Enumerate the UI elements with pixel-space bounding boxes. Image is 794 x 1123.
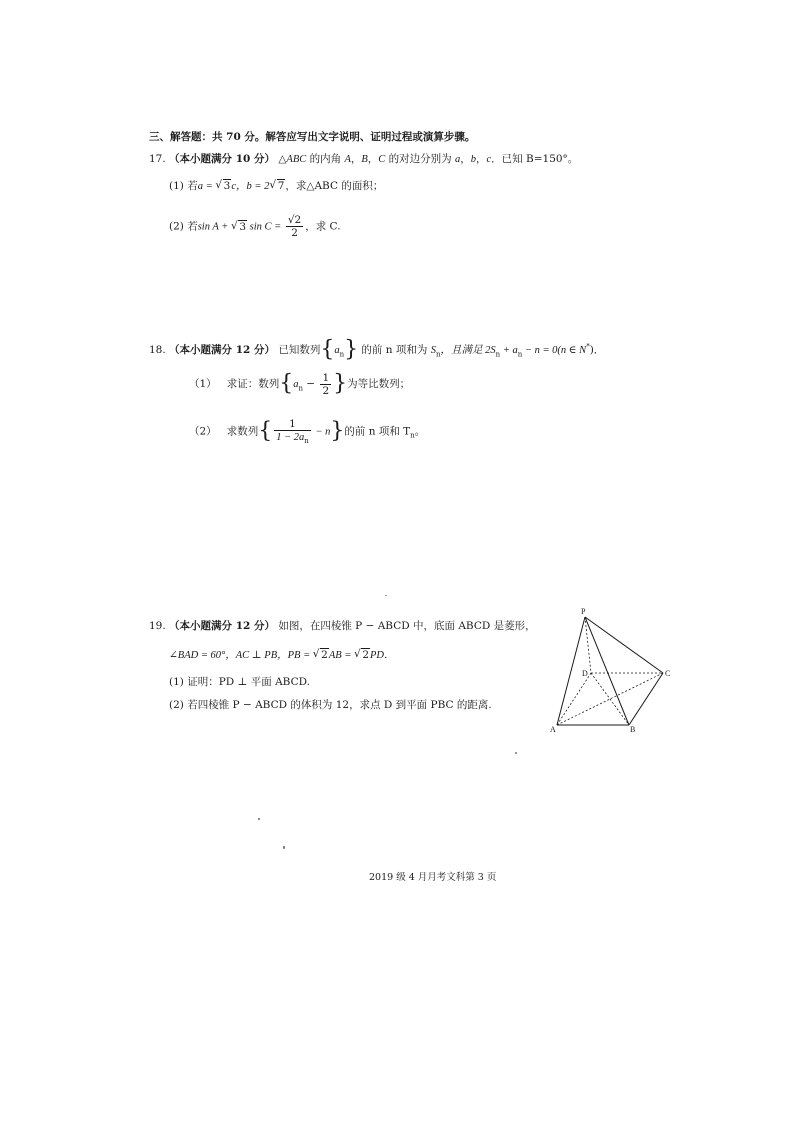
q19-stem-text: 如图，在四棱锥 P − ABCD 中，底面 ABCD 是菱形， [278, 620, 536, 632]
q18-score: （本小题满分 12 分） [169, 344, 275, 357]
q18-part2-post: 的前 n 项和 T [344, 425, 411, 438]
label-d: D [582, 669, 588, 678]
q17-side-b: b [470, 154, 476, 165]
q17-number: 17. [149, 153, 166, 165]
q19-stem2-a: ∠BAD = 60°，AC ⊥ PB，PB = [169, 650, 313, 661]
section-title: 三、解答题：共 70 分。解答应写出文字说明、证明过程或演算步骤。 [149, 131, 476, 143]
q17-part1-label: (1) [169, 180, 184, 192]
q17-score: （本小题满分 10 分） [169, 153, 275, 165]
q17-part1-pre: 若 [187, 180, 198, 192]
q19-stem1 [149, 620, 536, 633]
q19-part2-label: (2) [169, 699, 184, 711]
q18-seq: a [334, 345, 340, 357]
q17-stem-text: 的内角 [306, 153, 345, 165]
q17-side-a: a [454, 154, 461, 165]
q18-stem-end: )． [589, 344, 605, 357]
q18-part1-fraction: $\frac{1}{2}$ [322, 371, 330, 397]
label-p: P [581, 607, 586, 616]
q17-sqrt3: √ 3 [215, 180, 231, 193]
q17-stem-end: ．已知 B=150°。 [491, 153, 579, 165]
q19-part1 [169, 676, 310, 689]
q18-brace-close: } [344, 337, 359, 362]
q19-stem2-c: PD． [370, 650, 395, 661]
q19-part2-text: 若四棱锥 P − ABCD 的体积为 12，求点 D 到平面 PBC 的距离. [187, 699, 492, 711]
q17-part2-pre: 若 [187, 220, 198, 233]
label-b: B [630, 725, 636, 733]
q18-part1-post: 为等比数列； [347, 378, 411, 391]
q17-part2-sqrt3: √ 3 [231, 221, 247, 234]
q17-part1 [169, 180, 383, 194]
scan-speck [283, 846, 285, 849]
q18-part1: （1） 求证：数列{$a_n$ − $\frac{1}{2}$ }为等比数列； [189, 371, 411, 397]
q17-part1-c: c [231, 181, 237, 192]
scan-speck [515, 752, 517, 754]
q17-part2-post: ，求 C. [305, 220, 341, 233]
q17-part2 [169, 214, 341, 239]
q19-part1-label: (1) [169, 676, 184, 688]
q19-stem2-b: AB = [328, 650, 354, 661]
q17-triangle-symbol: △ [278, 153, 287, 165]
q17-fraction: $\frac{√2}{2}$ [287, 214, 302, 240]
q17-part1-cond-a: a = [197, 181, 216, 192]
edge-bc [629, 673, 663, 725]
label-c: C [665, 669, 671, 678]
q19-score: （本小题满分 12 分） [169, 620, 275, 632]
q18-brace-open: { [320, 337, 335, 362]
label-a: A [550, 725, 556, 733]
edge-pa [557, 617, 585, 725]
q18-stem: 18. （本小题满分 12 分） 已知数列$\{a_n\}$ 的前 n 项和为 $S_n$，且满足 $2S_n + a_n - n = 0(n$ ∈ N*)． [149, 337, 605, 362]
q18-sn: S [430, 345, 436, 357]
q17-part1-cond-b: ，b = 2 [236, 181, 270, 192]
q18-stem-mid: 的前 n 项和为 [358, 344, 431, 357]
q18-part1-pre: 求证：数列 [226, 378, 280, 391]
q18-part2: （2） 求数列{ $\frac{1}{1 - 2a_n}$ − n}的前 n 项和 $T_n$。 [189, 418, 426, 446]
q19-stem2: ∠BAD = 60°，AC ⊥ PB，PB = √ 2AB = √ 2PD． [169, 649, 395, 663]
pyramid-figure [545, 603, 677, 733]
q17-angle-a: A [344, 154, 351, 165]
edge-da [557, 673, 591, 725]
q18-cond2: + a [500, 345, 518, 357]
scan-speck [385, 595, 387, 596]
q18-part2-label: （2） [189, 425, 217, 438]
q17-part2-label: (2) [169, 220, 184, 233]
q17-part2-expr2: sin C = [247, 221, 284, 233]
q18-cond3: − n = 0(n ∈ N [522, 345, 587, 357]
q18-stem-pre: 已知数列 [278, 344, 321, 357]
q17-angle-b: B [361, 154, 368, 165]
diag-db [591, 673, 629, 725]
q18-cond: ，且满足 2S [440, 345, 496, 357]
q19-number: 19. [149, 620, 166, 632]
q17-part1-post: ，求△ABC 的面积； [285, 180, 384, 192]
q18-part1-label: （1） [189, 378, 217, 391]
q19-part1-text: 证明：PD ⊥ 平面 ABCD. [187, 676, 310, 688]
q18-part1-a: a [293, 379, 299, 391]
q18-part2-fraction: $\frac{1}{1 - 2a_n}$ [276, 418, 309, 446]
q17-triangle-name: ABC [286, 154, 307, 165]
q18-number: 18. [149, 344, 166, 357]
page-footer: 2019 级 4 月月考文科第 3 页 [369, 872, 497, 883]
q17-stem: 17. （本小题满分 10 分） △ABC 的内角 A，B，C 的对边分别为 a，b，c．已知 B=150°。 [149, 153, 579, 165]
q17-stem-sides: 的对边分别为 [385, 153, 455, 165]
q19-part2 [169, 699, 492, 712]
q17-sqrt7: √ 7 [269, 180, 285, 193]
q18-part2-pre: 求数列 [226, 425, 259, 438]
q17-angle-c: C [378, 154, 386, 165]
q17-part2-expr: sin A + [197, 221, 231, 233]
q17-side-c: c [486, 154, 492, 165]
scan-speck [258, 818, 260, 820]
